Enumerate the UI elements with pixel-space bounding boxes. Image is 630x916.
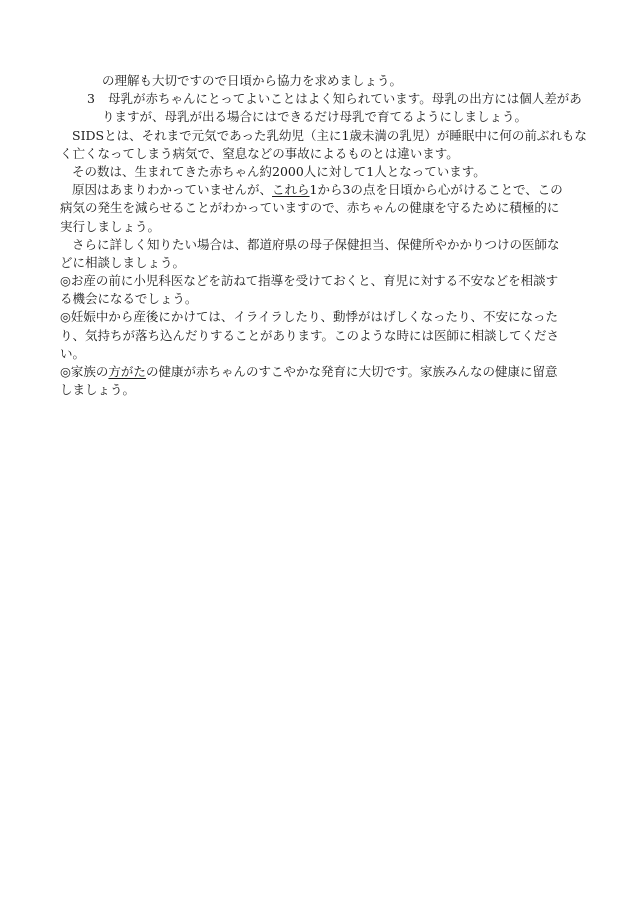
text-line [60, 327, 570, 345]
paragraph-text: その数は、生まれてきた赤ちゃん約2000人に対して1人となっています。 [72, 163, 486, 179]
paragraph-text: さらに詳しく知りたい場合は、都道府県の母子保健担当、保健所やかかりつけの医師な [72, 236, 560, 252]
text-line [60, 290, 570, 308]
text-line [60, 254, 570, 272]
count-paragraph [60, 163, 570, 181]
consult-paragraph [60, 236, 570, 254]
document-body [60, 72, 587, 399]
list-number: 3 [87, 91, 95, 107]
paragraph-text: り、気持ちが落ち込んだりすることがあります。このような時には医師に相談してくださ [60, 327, 560, 343]
paragraph-text: 原因はあまりわかっていませんが、 [72, 182, 273, 198]
text-line [60, 145, 570, 163]
text-line [60, 108, 570, 126]
text-line [60, 199, 570, 217]
list-item-3 [60, 90, 582, 108]
paragraph-text: の健康が赤ちゃんのすこやかな発育に大切です。家族みんなの健康に留意 [145, 364, 558, 379]
paragraph-text: 病気の発生を減らせることがわかっていますので、赤ちゃんの健康を守るために積極的に [60, 200, 560, 216]
paragraph-text: SIDSとは、それまで元気であった乳幼児（主に1歳未満の乳児）が睡眠中に何の前ぶれもな [72, 127, 587, 143]
text-line [60, 218, 570, 236]
paragraph-text: しましょう。 [60, 382, 136, 398]
paragraph-text: ◎家族の [60, 364, 109, 379]
note-prenatal [60, 272, 570, 290]
paragraph-text: りますが、母乳が出る場合にはできるだけ母乳で育てるようにしましょう。 [102, 109, 528, 125]
paragraph-text: どに相談しましょう。 [60, 254, 186, 270]
cause-paragraph [60, 181, 570, 199]
text-line [60, 381, 570, 399]
text-line [60, 345, 570, 363]
paragraph-text: 母乳が赤ちゃんにとってよいことはよく知られています。母乳の出方には個人差があ [108, 91, 582, 107]
paragraph-text: る機会になるでしょう。 [60, 291, 198, 307]
text-line [60, 72, 570, 90]
note-pregnancy [60, 308, 570, 326]
underlined-text: 方がた [108, 364, 146, 379]
paragraph-text: の理解も大切ですので日頃から協力を求めましょう。 [102, 73, 403, 88]
paragraph-text: く亡くなってしまう病気で、窒息などの事故によるものとは違います。 [60, 145, 459, 161]
paragraph-text: 実行しましょう。 [60, 218, 161, 234]
paragraph-text: ◎お産の前に小児科医などを訪ねて指導を受けておくと、育児に対する不安などを相談す [60, 273, 559, 289]
sids-paragraph [60, 127, 587, 145]
paragraph-text: 1から3の点を日頃から心がけることで、この [309, 182, 563, 198]
paragraph-text: ◎妊娠中から産後にかけては、イライラしたり、動悸がはげしくなったり、不安になった [60, 309, 559, 325]
underlined-text: これら [272, 182, 310, 198]
paragraph-text: い。 [60, 345, 86, 361]
note-family [60, 363, 570, 381]
